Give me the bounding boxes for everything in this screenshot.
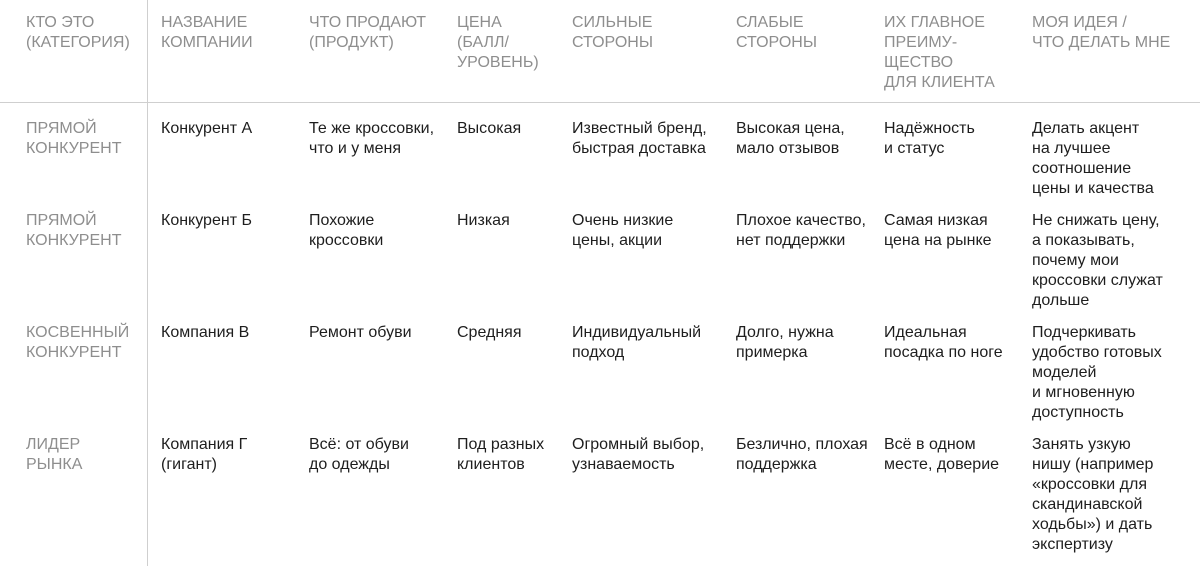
- row-3-price: Средняя: [457, 324, 522, 341]
- row-3-weaknesses: Долго, нужна примерка: [736, 324, 834, 361]
- category-column-divider: [147, 0, 148, 566]
- header-company-name: НАЗВАНИЕ КОМПАНИИ: [161, 14, 253, 51]
- header-price: ЦЕНА (БАЛЛ/ УРОВЕНЬ): [457, 14, 539, 71]
- row-1-advantage: Надёжность и статус: [884, 120, 975, 157]
- row-3-strengths: Индивидуальный подход: [572, 324, 702, 361]
- row-4-category: ЛИДЕР РЫНКА: [26, 436, 83, 473]
- row-3-company: Компания В: [161, 324, 250, 341]
- row-1-price: Высокая: [457, 120, 522, 137]
- row-3-advantage: Идеальная посадка по ноге: [884, 324, 1003, 361]
- row-2-strengths: Очень низкие цены, акции: [572, 212, 674, 249]
- row-1-weaknesses: Высокая цена, мало отзывов: [736, 120, 845, 157]
- row-1-category: ПРЯМОЙ КОНКУРЕНТ: [26, 120, 122, 157]
- row-4-idea: Занять узкую нишу (например «кроссовки для скандинавской ходьбы») и дать экспертизу: [1032, 436, 1154, 553]
- header-product: ЧТО ПРОДАЮТ (ПРОДУКТ): [309, 14, 427, 51]
- row-2-weaknesses: Плохое качество, нет поддержки: [736, 212, 866, 249]
- row-4-company: Компания Г (гигант): [161, 436, 248, 473]
- row-2-advantage: Самая низкая цена на рынке: [884, 212, 992, 249]
- row-2-category: ПРЯМОЙ КОНКУРЕНТ: [26, 212, 122, 249]
- row-2-price: Низкая: [457, 212, 510, 229]
- header-strengths: СИЛЬНЫЕ СТОРОНЫ: [572, 14, 654, 51]
- row-3-product: Ремонт обуви: [309, 324, 412, 341]
- header-category: КТО ЭТО (КАТЕГОРИЯ): [26, 14, 130, 51]
- row-3-idea: Подчеркивать удобство готовых моделей и мгновенную доступность: [1032, 324, 1162, 421]
- row-2-company: Конкурент Б: [161, 212, 252, 229]
- header-weaknesses: СЛАБЫЕ СТОРОНЫ: [736, 14, 818, 51]
- row-4-price: Под разных клиентов: [457, 436, 545, 473]
- header-my-idea: МОЯ ИДЕЯ / ЧТО ДЕЛАТЬ МНЕ: [1032, 14, 1171, 51]
- header-row-divider: [0, 102, 1200, 103]
- row-1-product: Те же кроссовки, что и у меня: [309, 120, 435, 157]
- header-main-advantage: ИХ ГЛАВНОЕ ПРЕИМУ- ЩЕСТВО ДЛЯ КЛИЕНТА: [884, 14, 995, 91]
- row-4-product: Всё: от обуви до одежды: [309, 436, 409, 473]
- row-1-company: Конкурент А: [161, 120, 253, 137]
- row-4-strengths: Огромный выбор, узнаваемость: [572, 436, 705, 473]
- row-4-advantage: Всё в одном месте, доверие: [884, 436, 1000, 473]
- row-1-idea: Делать акцент на лучшее соотношение цены и качества: [1032, 120, 1154, 197]
- row-2-product: Похожие кроссовки: [309, 212, 384, 249]
- row-3-category: КОСВЕННЫЙ КОНКУРЕНТ: [26, 324, 130, 361]
- row-4-weaknesses: Безлично, плохая поддержка: [736, 436, 868, 473]
- row-1-strengths: Известный бренд, быстрая доставка: [572, 120, 707, 157]
- row-2-idea: Не снижать цену, а показывать, почему мои кроссовки служат дольше: [1032, 212, 1163, 309]
